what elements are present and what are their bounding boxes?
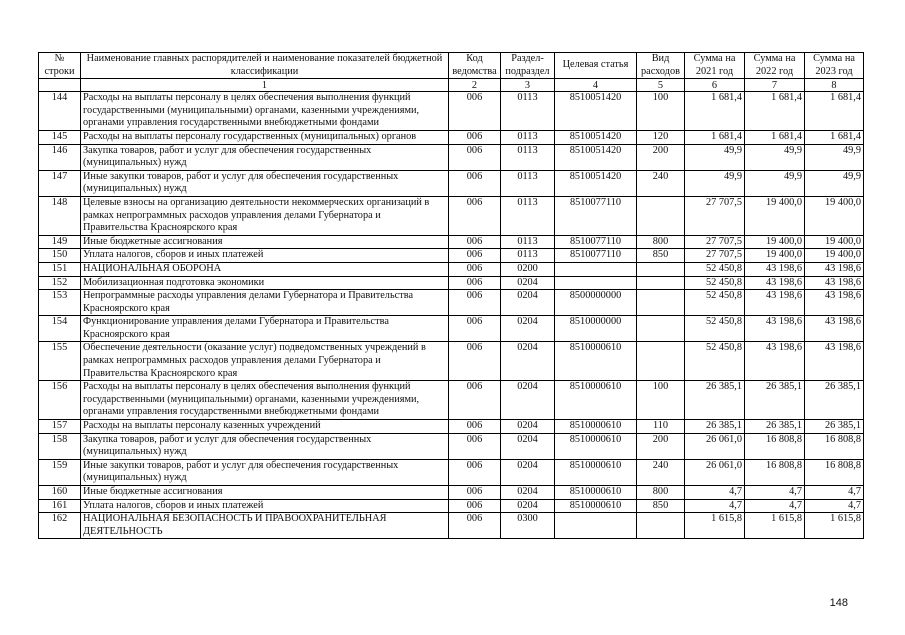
sum-2021: 52 450,8 bbox=[685, 316, 745, 342]
row-name: Расходы на выплаты персоналу государственных (муниципальных) органов bbox=[81, 130, 449, 144]
row-name: Мобилизационная подготовка экономики bbox=[81, 276, 449, 290]
sum-2022: 16 808,8 bbox=[745, 433, 805, 459]
column-number: 2 bbox=[449, 79, 501, 92]
table-row bbox=[39, 170, 864, 196]
page-number: 148 bbox=[829, 597, 848, 609]
table-row bbox=[39, 130, 864, 144]
row-name: НАЦИОНАЛЬНАЯ БЕЗОПАСНОСТЬ И ПРАВООХРАНИТЕЛЬНАЯ ДЕЯТЕЛЬНОСТЬ bbox=[81, 513, 449, 539]
expense-type: 200 bbox=[637, 433, 685, 459]
department-code: 006 bbox=[449, 316, 501, 342]
target-item: 8510000610 bbox=[555, 381, 637, 420]
sum-2023: 43 198,6 bbox=[805, 316, 864, 342]
sum-2021: 26 061,0 bbox=[685, 433, 745, 459]
target-item: 8510000610 bbox=[555, 459, 637, 485]
department-code: 006 bbox=[449, 420, 501, 434]
department-code: 006 bbox=[449, 170, 501, 196]
sum-2022: 19 400,0 bbox=[745, 249, 805, 263]
sum-2021: 52 450,8 bbox=[685, 276, 745, 290]
row-number: 151 bbox=[39, 262, 81, 276]
target-item: 8510051420 bbox=[555, 130, 637, 144]
sum-2021: 1 615,8 bbox=[685, 513, 745, 539]
row-number: 150 bbox=[39, 249, 81, 263]
department-code: 006 bbox=[449, 381, 501, 420]
row-number: 154 bbox=[39, 316, 81, 342]
expense-type bbox=[637, 196, 685, 235]
table-row bbox=[39, 499, 864, 513]
expense-type: 120 bbox=[637, 130, 685, 144]
row-number: 158 bbox=[39, 433, 81, 459]
table-row bbox=[39, 290, 864, 316]
department-code: 006 bbox=[449, 459, 501, 485]
sum-2022: 49,9 bbox=[745, 170, 805, 196]
target-item bbox=[555, 276, 637, 290]
sum-2023: 19 400,0 bbox=[805, 196, 864, 235]
sum-2023: 19 400,0 bbox=[805, 235, 864, 249]
department-code: 006 bbox=[449, 130, 501, 144]
department-code: 006 bbox=[449, 276, 501, 290]
sum-2022: 43 198,6 bbox=[745, 262, 805, 276]
sum-2021: 4,7 bbox=[685, 499, 745, 513]
target-item: 8500000000 bbox=[555, 290, 637, 316]
row-number: 146 bbox=[39, 144, 81, 170]
sum-2023: 49,9 bbox=[805, 144, 864, 170]
target-item: 8510077110 bbox=[555, 249, 637, 263]
row-name: Иные закупки товаров, работ и услуг для обеспечения государственных (муниципальных) нужд bbox=[81, 459, 449, 485]
sum-2022: 16 808,8 bbox=[745, 459, 805, 485]
sum-2022: 49,9 bbox=[745, 144, 805, 170]
sum-2021: 1 681,4 bbox=[685, 92, 745, 131]
section-code: 0300 bbox=[501, 513, 555, 539]
sum-2022: 1 615,8 bbox=[745, 513, 805, 539]
row-number: 147 bbox=[39, 170, 81, 196]
sum-2022: 43 198,6 bbox=[745, 342, 805, 381]
section-code: 0204 bbox=[501, 433, 555, 459]
row-number: 149 bbox=[39, 235, 81, 249]
sum-2023: 4,7 bbox=[805, 486, 864, 500]
row-name: Расходы на выплаты персоналу в целях обеспечения выполнения функций государственными (муниципальными) органами, казенными учреждениями, органами управления государственными внебюджетными фондами bbox=[81, 381, 449, 420]
column-number: 1 bbox=[81, 79, 449, 92]
department-code: 006 bbox=[449, 262, 501, 276]
row-number: 157 bbox=[39, 420, 81, 434]
expense-type: 100 bbox=[637, 92, 685, 131]
target-item bbox=[555, 513, 637, 539]
sum-2023: 43 198,6 bbox=[805, 276, 864, 290]
target-item: 8510051420 bbox=[555, 170, 637, 196]
header-department-code: Код ведомства bbox=[449, 53, 501, 79]
target-item: 8510051420 bbox=[555, 92, 637, 131]
table-row bbox=[39, 459, 864, 485]
row-number: 155 bbox=[39, 342, 81, 381]
table-row bbox=[39, 196, 864, 235]
column-number bbox=[39, 79, 81, 92]
sum-2021: 27 707,5 bbox=[685, 235, 745, 249]
expense-type: 850 bbox=[637, 249, 685, 263]
sum-2021: 49,9 bbox=[685, 144, 745, 170]
row-number: 148 bbox=[39, 196, 81, 235]
sum-2021: 52 450,8 bbox=[685, 342, 745, 381]
expense-type: 850 bbox=[637, 499, 685, 513]
sum-2021: 49,9 bbox=[685, 170, 745, 196]
table-row bbox=[39, 513, 864, 539]
section-code: 0204 bbox=[501, 381, 555, 420]
row-number: 152 bbox=[39, 276, 81, 290]
sum-2021: 26 385,1 bbox=[685, 381, 745, 420]
row-number: 160 bbox=[39, 486, 81, 500]
department-code: 006 bbox=[449, 433, 501, 459]
sum-2023: 43 198,6 bbox=[805, 290, 864, 316]
table-body bbox=[39, 92, 864, 539]
expense-type: 240 bbox=[637, 170, 685, 196]
target-item: 8510000610 bbox=[555, 499, 637, 513]
row-number: 144 bbox=[39, 92, 81, 131]
row-number: 159 bbox=[39, 459, 81, 485]
row-name: Расходы на выплаты персоналу казенных учреждений bbox=[81, 420, 449, 434]
department-code: 006 bbox=[449, 92, 501, 131]
sum-2022: 4,7 bbox=[745, 499, 805, 513]
target-item bbox=[555, 262, 637, 276]
expense-type: 240 bbox=[637, 459, 685, 485]
section-code: 0113 bbox=[501, 249, 555, 263]
header-row-number: № строки bbox=[39, 53, 81, 79]
table-row bbox=[39, 342, 864, 381]
expense-type: 800 bbox=[637, 235, 685, 249]
table-row bbox=[39, 433, 864, 459]
sum-2022: 26 385,1 bbox=[745, 420, 805, 434]
header-sum-2021: Сумма на 2021 год bbox=[685, 53, 745, 79]
row-name: Закупка товаров, работ и услуг для обеспечения государственных (муниципальных) нужд bbox=[81, 144, 449, 170]
table-row bbox=[39, 420, 864, 434]
section-code: 0204 bbox=[501, 486, 555, 500]
row-name: Закупка товаров, работ и услуг для обеспечения государственных (муниципальных) нужд bbox=[81, 433, 449, 459]
section-code: 0204 bbox=[501, 290, 555, 316]
sum-2021: 4,7 bbox=[685, 486, 745, 500]
expense-type bbox=[637, 316, 685, 342]
section-code: 0204 bbox=[501, 316, 555, 342]
sum-2022: 19 400,0 bbox=[745, 235, 805, 249]
expense-type: 110 bbox=[637, 420, 685, 434]
column-number: 3 bbox=[501, 79, 555, 92]
expense-type bbox=[637, 342, 685, 381]
header-row bbox=[39, 53, 864, 79]
table-row bbox=[39, 381, 864, 420]
table-row bbox=[39, 486, 864, 500]
row-name: Иные закупки товаров, работ и услуг для обеспечения государственных (муниципальных) нужд bbox=[81, 170, 449, 196]
budget-table bbox=[38, 52, 864, 539]
section-code: 0113 bbox=[501, 170, 555, 196]
table-row bbox=[39, 262, 864, 276]
target-item: 8510051420 bbox=[555, 144, 637, 170]
section-code: 0204 bbox=[501, 459, 555, 485]
department-code: 006 bbox=[449, 235, 501, 249]
header-sum-2023: Сумма на 2023 год bbox=[805, 53, 864, 79]
sum-2023: 16 808,8 bbox=[805, 459, 864, 485]
sum-2023: 1 681,4 bbox=[805, 130, 864, 144]
row-name: Уплата налогов, сборов и иных платежей bbox=[81, 499, 449, 513]
table-row bbox=[39, 235, 864, 249]
department-code: 006 bbox=[449, 290, 501, 316]
section-code: 0113 bbox=[501, 144, 555, 170]
sum-2022: 1 681,4 bbox=[745, 92, 805, 131]
section-code: 0200 bbox=[501, 262, 555, 276]
sum-2021: 26 061,0 bbox=[685, 459, 745, 485]
sum-2023: 1 681,4 bbox=[805, 92, 864, 131]
department-code: 006 bbox=[449, 486, 501, 500]
row-name: НАЦИОНАЛЬНАЯ ОБОРОНА bbox=[81, 262, 449, 276]
section-code: 0113 bbox=[501, 130, 555, 144]
department-code: 006 bbox=[449, 342, 501, 381]
department-code: 006 bbox=[449, 144, 501, 170]
sum-2023: 43 198,6 bbox=[805, 342, 864, 381]
department-code: 006 bbox=[449, 513, 501, 539]
sum-2022: 19 400,0 bbox=[745, 196, 805, 235]
row-name: Уплата налогов, сборов и иных платежей bbox=[81, 249, 449, 263]
sum-2022: 43 198,6 bbox=[745, 290, 805, 316]
row-name: Функционирование управления делами Губернатора и Правительства Красноярского края bbox=[81, 316, 449, 342]
target-item: 8510000000 bbox=[555, 316, 637, 342]
section-code: 0204 bbox=[501, 499, 555, 513]
column-number: 5 bbox=[637, 79, 685, 92]
row-name: Обеспечение деятельности (оказание услуг) подведомственных учреждений в рамках непрограммных расходов управления делами Губернатора и Правительства Красноярского края bbox=[81, 342, 449, 381]
column-number: 7 bbox=[745, 79, 805, 92]
section-code: 0204 bbox=[501, 276, 555, 290]
expense-type: 100 bbox=[637, 381, 685, 420]
sum-2022: 4,7 bbox=[745, 486, 805, 500]
sum-2022: 43 198,6 bbox=[745, 276, 805, 290]
expense-type: 800 bbox=[637, 486, 685, 500]
row-name: Иные бюджетные ассигнования bbox=[81, 235, 449, 249]
sum-2023: 4,7 bbox=[805, 499, 864, 513]
row-number: 162 bbox=[39, 513, 81, 539]
target-item: 8510000610 bbox=[555, 433, 637, 459]
table-row bbox=[39, 144, 864, 170]
section-code: 0113 bbox=[501, 92, 555, 131]
row-number: 153 bbox=[39, 290, 81, 316]
sum-2021: 27 707,5 bbox=[685, 196, 745, 235]
sum-2022: 43 198,6 bbox=[745, 316, 805, 342]
department-code: 006 bbox=[449, 499, 501, 513]
sum-2023: 43 198,6 bbox=[805, 262, 864, 276]
sum-2021: 1 681,4 bbox=[685, 130, 745, 144]
expense-type bbox=[637, 276, 685, 290]
sum-2023: 16 808,8 bbox=[805, 433, 864, 459]
header-name: Наименование главных распорядителей и наименование показателей бюджетной классификации bbox=[81, 53, 449, 79]
column-number: 4 bbox=[555, 79, 637, 92]
sum-2021: 52 450,8 bbox=[685, 262, 745, 276]
header-sum-2022: Сумма на 2022 год bbox=[745, 53, 805, 79]
header-section: Раздел-подраздел bbox=[501, 53, 555, 79]
target-item: 8510000610 bbox=[555, 486, 637, 500]
row-number: 156 bbox=[39, 381, 81, 420]
row-name: Расходы на выплаты персоналу в целях обеспечения выполнения функций государственными (муниципальными) органами, казенными учреждениями, органами управления государственными внебюджетными фондами bbox=[81, 92, 449, 131]
expense-type bbox=[637, 290, 685, 316]
expense-type bbox=[637, 513, 685, 539]
expense-type: 200 bbox=[637, 144, 685, 170]
section-code: 0113 bbox=[501, 196, 555, 235]
section-code: 0113 bbox=[501, 235, 555, 249]
row-name: Целевые взносы на организацию деятельности некоммерческих организаций в рамках непрограммных расходов управления делами Губернатора и Правительства Красноярского края bbox=[81, 196, 449, 235]
column-number-row bbox=[39, 79, 864, 92]
sum-2022: 1 681,4 bbox=[745, 130, 805, 144]
row-name: Иные бюджетные ассигнования bbox=[81, 486, 449, 500]
target-item: 8510077110 bbox=[555, 196, 637, 235]
target-item: 8510000610 bbox=[555, 420, 637, 434]
sum-2021: 52 450,8 bbox=[685, 290, 745, 316]
department-code: 006 bbox=[449, 196, 501, 235]
sum-2023: 1 615,8 bbox=[805, 513, 864, 539]
row-number: 145 bbox=[39, 130, 81, 144]
section-code: 0204 bbox=[501, 342, 555, 381]
sum-2023: 49,9 bbox=[805, 170, 864, 196]
expense-type bbox=[637, 262, 685, 276]
table-row bbox=[39, 276, 864, 290]
sum-2023: 26 385,1 bbox=[805, 420, 864, 434]
header-target-item: Целевая статья bbox=[555, 53, 637, 79]
table-row bbox=[39, 249, 864, 263]
sum-2021: 26 385,1 bbox=[685, 420, 745, 434]
department-code: 006 bbox=[449, 249, 501, 263]
table-row bbox=[39, 92, 864, 131]
column-number: 6 bbox=[685, 79, 745, 92]
section-code: 0204 bbox=[501, 420, 555, 434]
row-number: 161 bbox=[39, 499, 81, 513]
header-expense-type: Вид расходов bbox=[637, 53, 685, 79]
sum-2023: 19 400,0 bbox=[805, 249, 864, 263]
sum-2023: 26 385,1 bbox=[805, 381, 864, 420]
target-item: 8510000610 bbox=[555, 342, 637, 381]
sum-2022: 26 385,1 bbox=[745, 381, 805, 420]
target-item: 8510077110 bbox=[555, 235, 637, 249]
column-number: 8 bbox=[805, 79, 864, 92]
table-row bbox=[39, 316, 864, 342]
sum-2021: 27 707,5 bbox=[685, 249, 745, 263]
row-name: Непрограммные расходы управления делами Губернатора и Правительства Красноярского края bbox=[81, 290, 449, 316]
